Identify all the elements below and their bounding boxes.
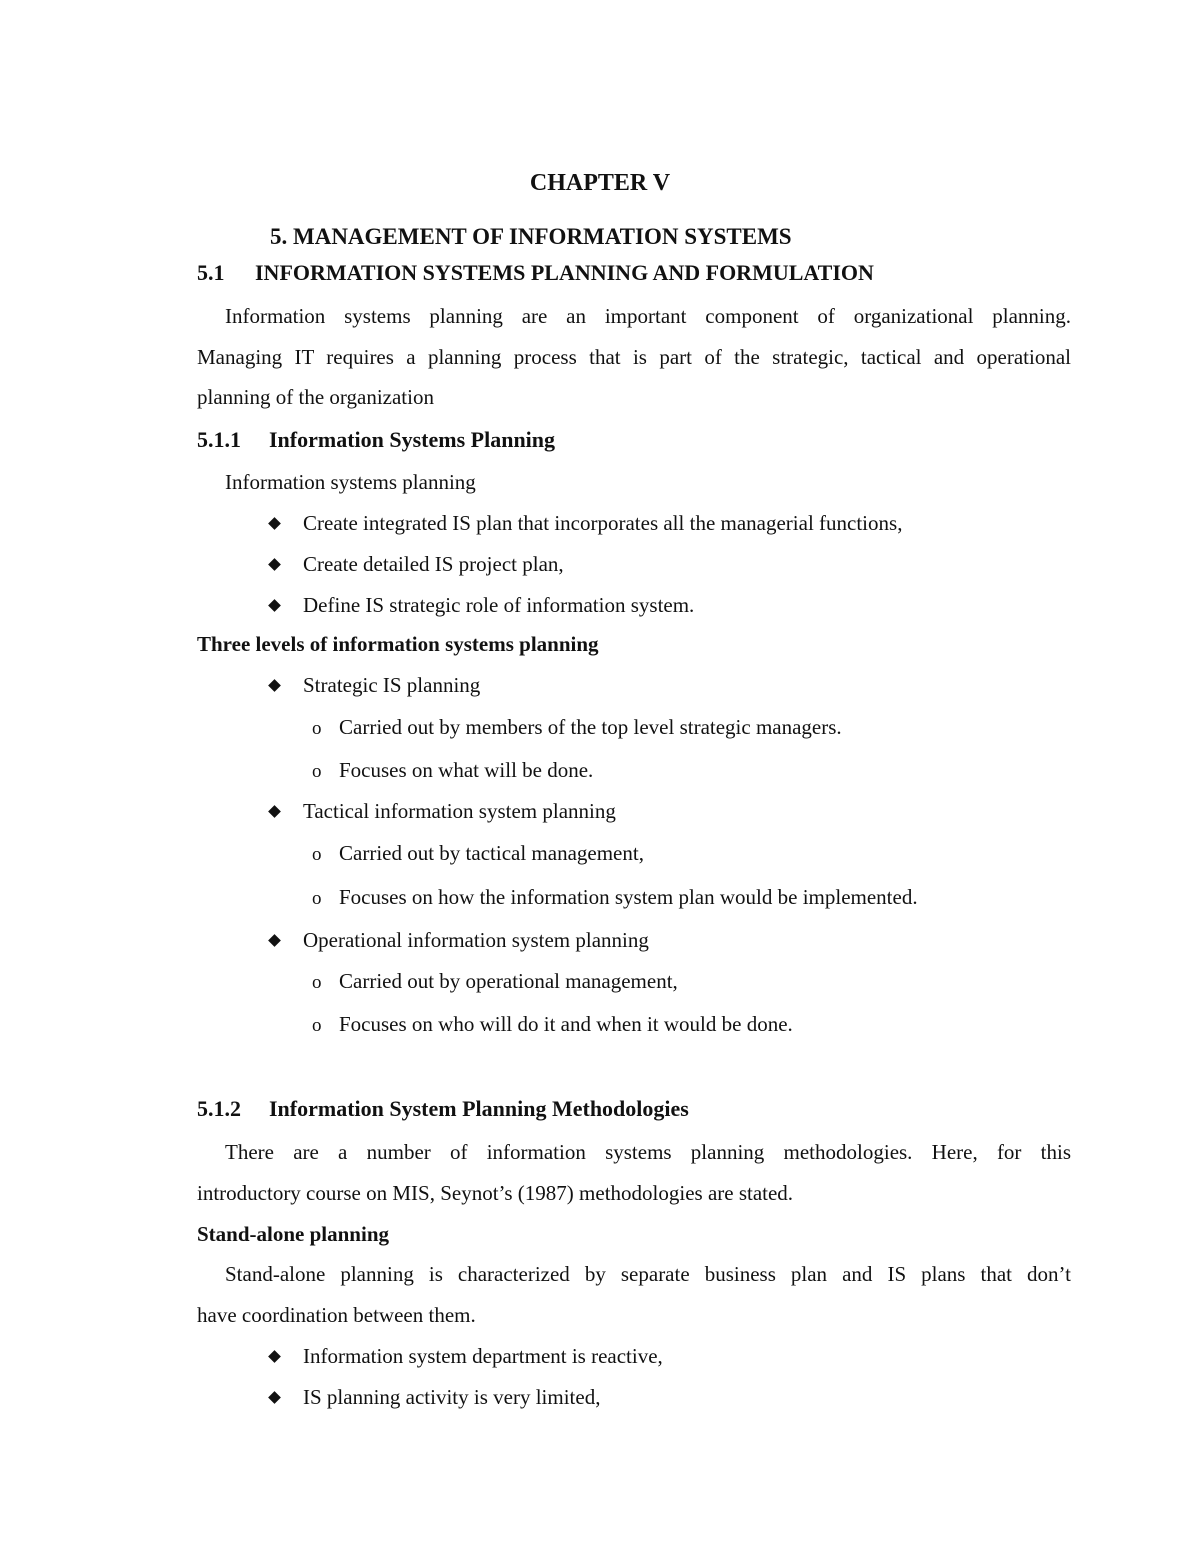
levels-heading: Three levels of information systems planning <box>197 632 599 656</box>
section-title: Information System Planning Methodologies <box>269 1096 689 1121</box>
intro-line-2: Managing IT requires a planning process that is part of the strategic, tactical and operational <box>197 345 1071 369</box>
methodologies-line-2: introductory course on MIS, Seynot’s (1987) methodologies are stated. <box>197 1181 794 1205</box>
section-number: 5.1.1 <box>197 427 241 452</box>
diamond-bullet-icon <box>268 517 281 530</box>
circle-bullet-icon: o <box>312 888 322 909</box>
circle-bullet-icon: o <box>312 844 322 865</box>
standalone-line-2: have coordination between them. <box>197 1303 476 1327</box>
diamond-bullet-icon <box>268 1350 281 1363</box>
main-heading: 5. MANAGEMENT OF INFORMATION SYSTEMS <box>270 224 792 249</box>
section-number: 5.1.2 <box>197 1096 241 1121</box>
circle-bullet-icon: o <box>312 972 322 993</box>
section-title: INFORMATION SYSTEMS PLANNING AND FORMULATION <box>255 260 874 285</box>
diamond-bullet-icon <box>268 1391 281 1404</box>
intro-line-3: planning of the organization <box>197 385 434 409</box>
isp-lead: Information systems planning <box>225 470 476 494</box>
intro-line-1: Information systems planning are an important component of organizational planning. <box>225 304 1071 328</box>
diamond-bullet-icon <box>268 805 281 818</box>
diamond-bullet-icon <box>268 558 281 571</box>
diamond-bullet-icon <box>268 934 281 947</box>
methodologies-line-1: There are a number of information systems planning methodologies. Here, for this <box>225 1140 1071 1164</box>
circle-bullet-icon: o <box>312 1015 322 1036</box>
section-title: Information Systems Planning <box>269 427 556 452</box>
section-5-1-1-heading <box>197 426 555 454</box>
section-number: 5.1 <box>197 260 225 285</box>
chapter-title: CHAPTER V <box>529 170 671 196</box>
standalone-heading: Stand-alone planning <box>197 1222 389 1246</box>
circle-bullet-icon: o <box>312 761 322 782</box>
section-5-1-heading <box>197 259 874 287</box>
diamond-bullet-icon <box>268 599 281 612</box>
diamond-bullet-icon <box>268 679 281 692</box>
section-5-1-2-heading <box>197 1095 689 1123</box>
standalone-line-1: Stand-alone planning is characterized by separate business plan and IS plans that don’t <box>225 1262 1071 1286</box>
circle-bullet-icon: o <box>312 718 322 739</box>
